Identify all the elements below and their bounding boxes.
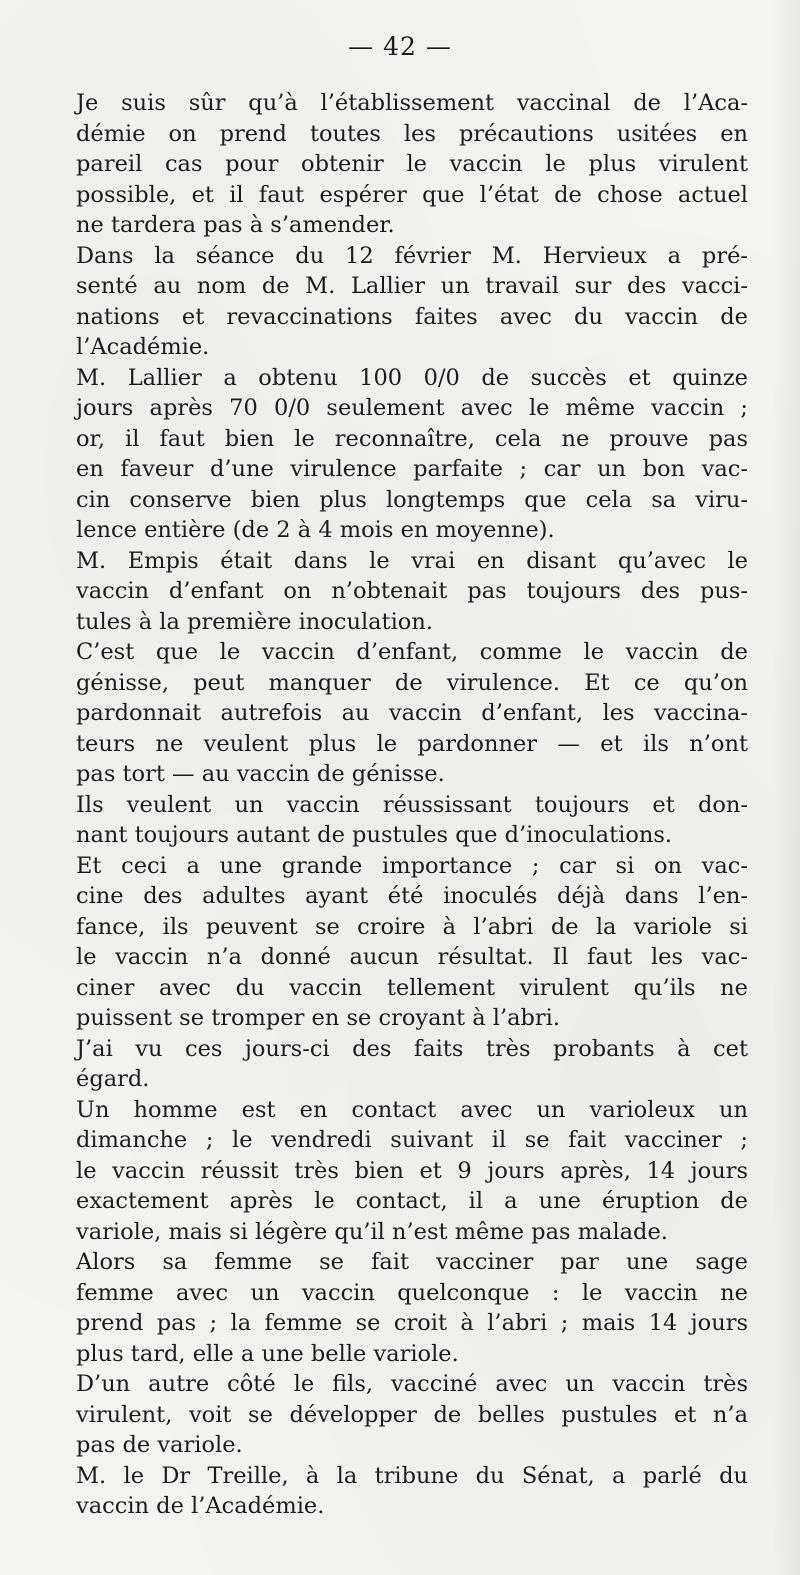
text-line: M. Empis était dans le vrai en disant qu’avec le — [76, 547, 748, 574]
text-line: Dans la séance du 12 février M. Hervieux a pré- — [76, 242, 748, 269]
text-line: nations et revaccinations faites avec du vaccin de — [76, 303, 748, 330]
text-line: Un homme est en contact avec un varioleux un — [76, 1096, 748, 1123]
text-line: Je suis sûr qu’à l’établissement vaccinal de l’Aca- — [76, 90, 748, 116]
text-line: génisse, peut manquer de virulence. Et ce qu’on — [76, 669, 748, 696]
text-line: démie on prend toutes les précautions usitées en — [76, 120, 748, 147]
text-line: M. le Dr Treille, à la tribune du Sénat, a parlé du — [76, 1462, 748, 1489]
paragraph — [76, 1095, 748, 1248]
paragraph — [76, 88, 748, 241]
text-line: vaccin de l’Académie. — [76, 1493, 325, 1519]
text-line: D’un autre côté le fils, vacciné avec un vaccin très — [76, 1371, 748, 1397]
paragraph — [76, 637, 748, 790]
text-line: teurs ne veulent plus le pardonner — et ils n’ont — [76, 730, 748, 757]
text-line: tules à la première inoculation. — [76, 608, 433, 635]
text-line: prend pas ; la femme se croit à l’abri ; mais 14 jours — [76, 1310, 748, 1336]
text-line: C’est que le vaccin d’enfant, comme le vaccin de — [76, 639, 748, 665]
text-line: exactement après le contact, il a une éruption de — [76, 1188, 748, 1214]
text-line: pardonnait autrefois au vaccin d’enfant, les vaccina- — [76, 700, 748, 726]
text-line: en faveur d’une virulence parfaite ; car un bon vac- — [76, 456, 748, 482]
text-line: J’ai vu ces jours-ci des faits très probants à cet — [76, 1035, 748, 1062]
text-line: Alors sa femme se fait vacciner par une sage — [76, 1249, 748, 1275]
text-line: virulent, voit se développer de belles pustules et n’a — [76, 1401, 748, 1428]
text-line: vaccin d’enfant on n’obtenait pas toujours des pus- — [76, 578, 748, 604]
paragraph — [76, 1461, 748, 1522]
text-line: Ils veulent un vaccin réussissant toujours et don- — [76, 791, 748, 818]
paragraph — [76, 1369, 748, 1461]
text-line: lence entière (de 2 à 4 mois en moyenne). — [76, 517, 555, 543]
paragraph — [76, 1247, 748, 1369]
paragraph — [76, 851, 748, 1034]
text-line: l’Académie. — [76, 334, 210, 360]
text-line: le vaccin n’a donné aucun résultat. Il faut les vac- — [76, 944, 748, 970]
text-line: or, il faut bien le reconnaître, cela ne prouve pas — [76, 425, 748, 452]
text-line: jours après 70 0/0 seulement avec le même vaccin ; — [76, 395, 748, 421]
text-line: plus tard, elle a une belle variole. — [76, 1340, 459, 1367]
text-line: possible, et il faut espérer que l’état de chose actuel — [76, 181, 748, 208]
text-line: Et ceci a une grande importance ; car si on vac- — [76, 852, 748, 879]
text-line: pareil cas pour obtenir le vaccin le plus virulent — [76, 151, 748, 177]
paragraph — [76, 546, 748, 638]
paragraph — [76, 363, 748, 546]
text-line: senté au nom de M. Lallier un travail sur des vacci- — [76, 273, 748, 299]
text-line: égard. — [76, 1066, 150, 1092]
text-line: puissent se tromper en se croyant à l’abri. — [76, 1005, 561, 1031]
text-line: femme avec un vaccin quelconque : le vaccin ne — [76, 1279, 748, 1306]
paragraph — [76, 241, 748, 363]
text-line: pas tort — au vaccin de génisse. — [76, 761, 445, 787]
body-text — [76, 88, 748, 1522]
text-line: pas de variole. — [76, 1432, 243, 1458]
scan-edge-shadow — [772, 0, 800, 1575]
paragraph — [76, 790, 748, 851]
text-line: dimanche ; le vendredi suivant il se fait vacciner ; — [76, 1127, 748, 1153]
text-line: cine des adultes ayant été inoculés déjà dans l’en- — [76, 883, 748, 909]
text-line: variole, mais si légère qu’il n’est même pas malade. — [76, 1218, 668, 1245]
text-line: le vaccin réussit très bien et 9 jours après, 14 jours — [76, 1157, 748, 1184]
text-line: nant toujours autant de pustules que d’inoculations. — [76, 822, 673, 848]
text-line: ne tardera pas à s’amender. — [76, 212, 395, 238]
text-line: M. Lallier a obtenu 100 0/0 de succès et quinze — [76, 364, 748, 391]
text-line: cin conserve bien plus longtemps que cela sa viru- — [76, 486, 748, 513]
paragraph — [76, 1034, 748, 1095]
text-line: ciner avec du vaccin tellement virulent qu’ils ne — [76, 974, 748, 1001]
page-number: — 42 — — [348, 32, 452, 61]
text-line: fance, ils peuvent se croire à l’abri de la variole si — [76, 913, 748, 940]
